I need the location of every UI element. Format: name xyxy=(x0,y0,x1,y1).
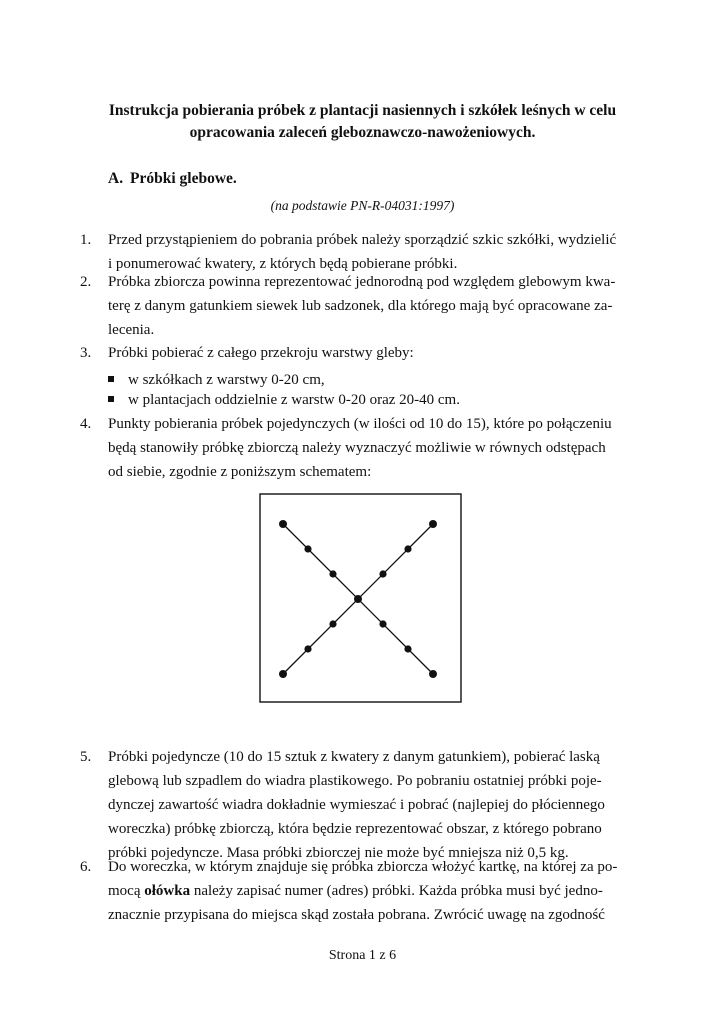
item-line: Próbki pobierać z całego przekroju warstwy gleby: xyxy=(108,345,414,361)
item-line xyxy=(108,879,603,903)
item-line: glebową lub szpadlem do wiadra plastikowego. Po pobraniu ostatniej próbki poje- xyxy=(108,773,602,789)
section-letter: A. xyxy=(108,170,124,187)
sample-point xyxy=(304,545,311,552)
bullet-square-icon xyxy=(108,376,114,382)
item-number: 5. xyxy=(80,749,92,765)
sampling-scheme-diagram xyxy=(259,493,462,703)
sample-point xyxy=(329,620,336,627)
title-line-1: Instrukcja pobierania próbek z plantacji nasiennych i szkółek leśnych w celu xyxy=(108,102,617,119)
page-footer: Strona 1 z 6 xyxy=(328,948,397,963)
item-line: terę z danym gatunkiem siewek lub sadzonek, dla którego mają być opracowane za- xyxy=(108,298,613,314)
bullet-square-icon xyxy=(108,396,114,402)
document-title xyxy=(80,100,645,144)
item-text: mocą xyxy=(108,883,145,899)
sample-point xyxy=(379,620,386,627)
item-line: dynczej zawartość wiadra dokładnie wymieszać i pobrać (najlepiej do płóciennego xyxy=(108,797,605,813)
sample-point xyxy=(279,520,287,528)
item-line: Próbki pojedyncze (10 do 15 sztuk z kwatery z danym gatunkiem), pobierać laską xyxy=(108,749,600,765)
emphasis-pencil: ołówka xyxy=(144,883,191,899)
item-line: będą stanowiły próbkę zbiorczą należy wyznaczyć możliwie w równych odstępach xyxy=(108,440,606,456)
item-line: Punkty pobierania próbek pojedynczych (w ilości od 10 do 15), które po połączeniu xyxy=(108,416,612,432)
item-line: od siebie, zgodnie z poniższym schematem: xyxy=(108,464,372,480)
sample-point xyxy=(329,570,336,577)
section-title: Próbki glebowe. xyxy=(130,170,237,187)
sample-point xyxy=(304,645,311,652)
item-number: 4. xyxy=(80,416,92,432)
sample-point xyxy=(354,595,362,603)
item-line: próbki pojedyncze. Masa próbki zbiorczej nie może być mniejsza niż 0,5 kg. xyxy=(108,845,569,861)
item-line: Do woreczka, w którym znajduje się próbka zbiorcza włożyć kartkę, na której za po- xyxy=(108,859,618,875)
item-number: 3. xyxy=(80,345,92,361)
sample-point xyxy=(429,520,437,528)
item-line: woreczka) próbkę zbiorczą, która będzie reprezentować obszar, z którego pobrano xyxy=(108,821,602,837)
item-line: Przed przystąpieniem do pobrania próbek należy sporządzić szkic szkółki, wydzielić xyxy=(108,232,617,248)
sample-point xyxy=(279,670,287,678)
sample-point xyxy=(404,545,411,552)
sample-point xyxy=(404,645,411,652)
item-number: 6. xyxy=(80,859,92,875)
norm-reference: (na podstawie PN-R-04031:1997) xyxy=(270,198,455,213)
item-line: Próbka zbiorcza powinna reprezentować jednorodną pod względem glebowym kwa- xyxy=(108,274,616,290)
item-line: lecenia. xyxy=(108,322,155,338)
bullet-text: w szkółkach z warstwy 0-20 cm, xyxy=(128,372,325,388)
bullet-text: w plantacjach oddzielnie z warstw 0-20 oraz 20-40 cm. xyxy=(128,392,460,408)
title-line-2: opracowania zaleceń gleboznawczo-nawożeniowych. xyxy=(189,124,536,141)
item-text: należy zapisać numer (adres) próbki. Każda próbka musi być jedno- xyxy=(190,883,603,899)
sample-point xyxy=(429,670,437,678)
item-number: 1. xyxy=(80,232,92,248)
sample-point xyxy=(379,570,386,577)
section-heading xyxy=(108,170,237,188)
item-line: i ponumerować kwatery, z których będą pobierane próbki. xyxy=(108,256,458,272)
item-number: 2. xyxy=(80,274,92,290)
item-line: znacznie przypisana do miejsca skąd została pobrana. Zwrócić uwagę na zgodność xyxy=(108,907,605,923)
